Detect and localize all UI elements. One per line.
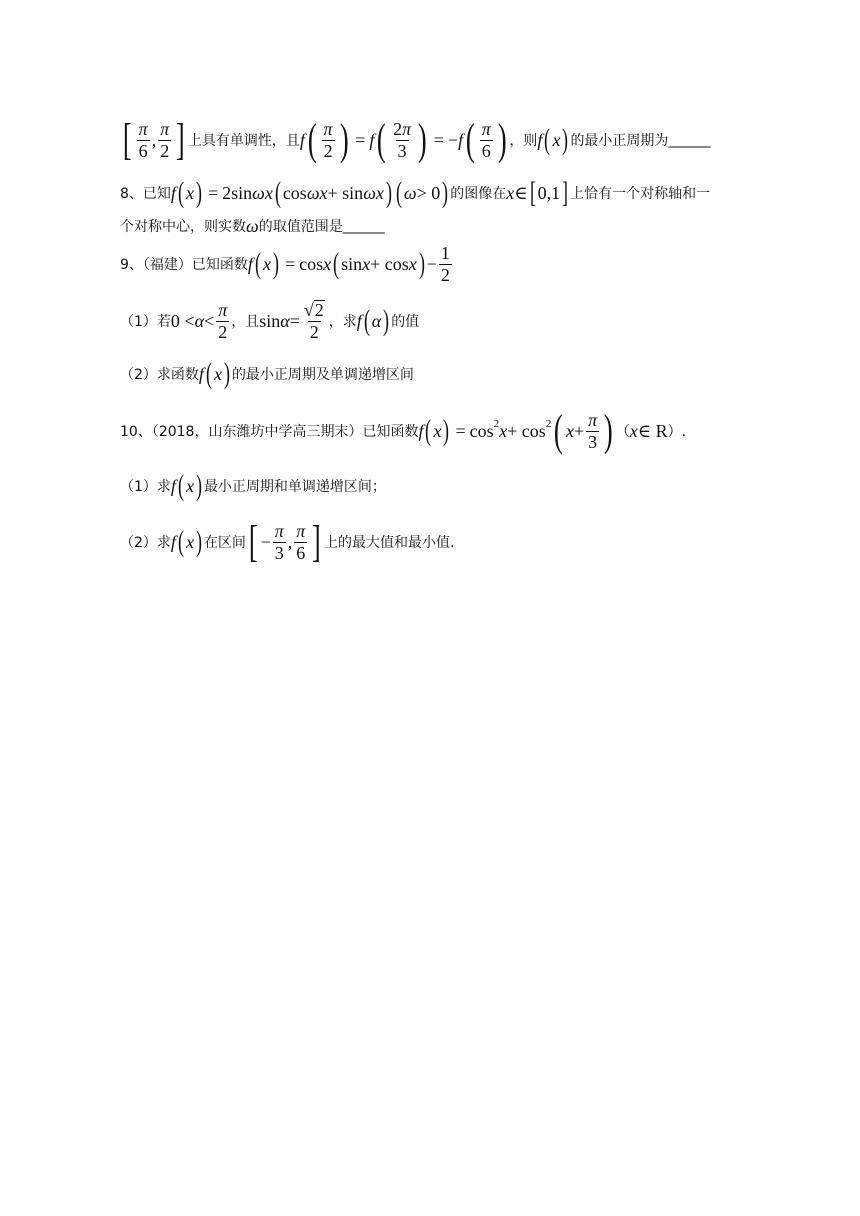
omega-symbol: ω: [246, 215, 259, 236]
fx: f ( x ): [537, 123, 569, 156]
part-1-text-3: 的值: [391, 314, 420, 330]
answer-blank: ______: [668, 132, 711, 148]
sin-alpha: sin α = √ 2 2: [259, 300, 324, 342]
then-text: ，则: [509, 133, 538, 149]
problem-8-text: 的图像在: [450, 186, 507, 202]
part-2-text: 在区间: [203, 535, 246, 551]
problem-8-line-2: [120, 214, 750, 238]
part-2-text: 的最小正周期及单调递增区间: [231, 367, 414, 383]
problem-8-text-4: 的取值范围是: [258, 219, 343, 235]
domain-open: （: [615, 424, 630, 440]
part-1-label: （1）求: [120, 479, 171, 495]
domain-close: ）.: [667, 424, 687, 440]
problem-8-text-3: 个对称中心，则实数: [120, 219, 246, 235]
monotonic-text: 上具有单调性，且: [187, 133, 300, 149]
problem-10-part-2: [120, 518, 750, 566]
f-alpha: f ( α ): [356, 304, 390, 337]
problem-9-label: 9、（福建）已知函数: [120, 257, 248, 273]
answer-blank: ______: [342, 218, 385, 234]
part-1-text: ，且: [231, 314, 260, 330]
problem-7-continuation: [120, 116, 750, 164]
fx: f ( x ): [170, 469, 202, 502]
interval-neg-pi3-pi6: [ − $\frac{\pi}{3}$ , $\frac{\pi}{6}$ ]: [248, 517, 322, 566]
problem-9-part-2: [120, 357, 750, 390]
part-2-label: （2）求: [120, 535, 171, 551]
problem-9-stem: [120, 242, 750, 286]
problem-8-text-2: 上恰有一个对称轴和一: [570, 186, 711, 202]
alpha-range: 0 < α < $\frac{\pi}{2}$: [170, 299, 228, 342]
problem-10-stem: [120, 408, 750, 454]
problem-10-part-1: [120, 469, 750, 502]
problem-8-domain: x ∈ [ 0,1 ]: [506, 176, 569, 209]
problem-9-function: f ( x ) = cos x ( sin x + cos x ) − $\frac{1}{2}$: [247, 242, 450, 285]
problem-8-line-1: [120, 178, 750, 208]
part-2-text-2: 上的最大值和最小值.: [323, 535, 455, 551]
problem-10-function: f ( x ) = cos $^2$ x + cos $^2$ ( x + $\frac{\pi}{3}$ ): [418, 406, 613, 455]
x-in-R: x ∈ R: [629, 420, 668, 441]
interval-pi6-pi2: [ $\frac{\pi}{6}$ , $\frac{\pi}{2}$ ]: [122, 115, 185, 164]
function-equation: f ( $\frac{\pi}{2}$ ) = f ( $\frac{2\pi}{3}$ ) = − f ( $\frac{\pi}{6}$ ): [299, 115, 507, 164]
fx: f ( x ): [170, 525, 202, 558]
problem-10-label: 10、（2018，山东潍坊中学高三期末）已知函数: [120, 424, 419, 440]
problem-8-function: f ( x ) = 2sin ωx ( cos ωx + sin ωx ) ( ω > 0 ): [170, 176, 449, 209]
problem-9-part-1: [120, 298, 750, 344]
part-1-label: （1）若: [120, 314, 171, 330]
part-2-label: （2）求函数: [120, 367, 199, 383]
question-text: 的最小正周期为: [570, 133, 669, 149]
part-1-text: 最小正周期和单调递增区间；: [203, 479, 386, 495]
problem-8-label: 8、已知: [120, 186, 171, 202]
part-1-text-2: ，求: [328, 314, 357, 330]
fx: f ( x ): [198, 357, 230, 390]
